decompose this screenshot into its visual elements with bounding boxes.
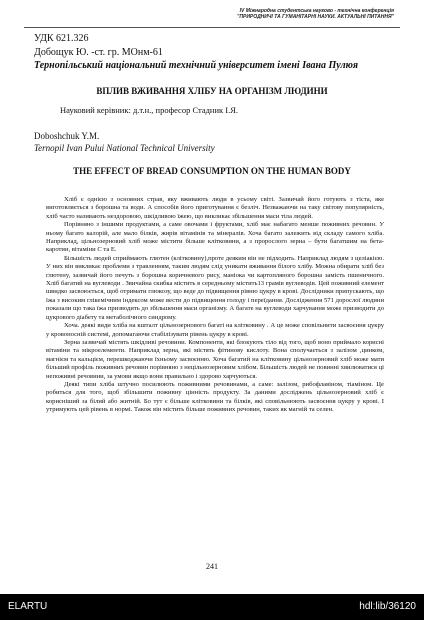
author-ua: Добощук Ю. -ст. гр. МОнм-61 [34,47,163,58]
paragraph: Хліб є однією з основних страв, яку вживають люди в усьому світі. Зазвичай його готують з тіста, яке виготовляється з борошна та води. А способів його приготування є безліч. Незважаючи на таку світову популярність, хліб часто називають нездоровою, шкідливою їжею, що викликає збільшення маси тіла людей. [46,196,384,220]
conference-header [134,8,394,20]
affiliation-en: Ternopil Ivan Pului National Technical University [34,143,215,153]
page-number: 241 [206,562,218,571]
paragraph: Порівняно з іншими продуктами, а саме овочами і фруктами, хліб має набагато менше поживних речовин. У ньому багато калорій, але мало білків, жирів вітамінів та мінералів. Хоча багато залежить від складу самого хліба. Наприклад, цільнозерновий хліб може містити більше клітковини, а з пророслого зерна – бути багатшим на бета-каротин, вітаміни С та Е. [46,221,384,254]
author-en: Doboshchuk Y.M. [34,131,100,141]
paragraph: Хоча. деякі види хліба на кшталт цільнозернового багаті на клітковину . А це може сповільнити засвоєння цукру у кровоносній системі, допомагаючи стабілізувати рівень цукру в крові. [46,322,384,338]
affiliation-ua: Тернопільський національний технічний університет імені Івана Пулюя [34,60,359,71]
conference-header-line1: IV Міжнародна студентська науково - технічна конференція [239,8,394,14]
handle-link[interactable]: hdl:lib/36120 [359,601,416,612]
paragraph: Деякі типи хліба штучно посилюють поживними речовинами, а саме: залізом, рибофлавіном, тіаміном. Це робиться для того, щоб збільшити поживну цінність продукту. За даними досліджень цільнозерновий хліб є корисніший за білий або житній. Бо тут є більше клітковини та білків, які сповільнюють засвоєння цукру у крові. І утримують цей рівень в нормі. Також він містить більше поживних речовин, таких як магній та селен. [46,380,384,414]
supervisor: Науковий керівник: д.т.н., професор Стадник І.Я. [60,105,239,115]
paragraph: Більшість людей сприймають глютен (клітковину),проте деяким він не підходить. Наприклад людям з целіакією. У них він викликає проблеми з травленням, таким людям слід уникати вживання білого хлібу. Можна обирати хліб без глютену, зазвичай його печуть з борошна коричневого рису, маніока чи картопляного борошна замість пшеничного. Хліб багатий на вуглеводи . Звичайна скибка містить в середньому містить13 грамів вуглеводів. Цей поживний елемент швидко засвоюється, щоб отримати глюкозу, що веде до підвищення рівню цукру в крові. Дослідники припускають, що їжа з високим глікемічним індексом може вести до підвищення голоду і переїдання. Дослідження 571 дорослої людини показали що така їжа призводить до збільшення маси організму. А багате на вуглеводи харчування може призводити до цукрового діабету та метаболічного синдрому. [46,254,384,321]
title-en: THE EFFECT OF BREAD CONSUMPTION ON THE HUMAN BODY [73,166,351,176]
repository-footer [0,594,424,620]
header-divider [24,27,400,28]
udk-code: УДК 621.326 [34,33,89,44]
repository-name[interactable]: ELARTU [8,601,48,612]
conference-header-line2: "ПРИРОДНИЧІ ТА ГУМАНІТАРНІ НАУКИ. АКТУАЛЬНІ ПИТАННЯ" [237,14,394,20]
title-ua: ВПЛИВ ВЖИВАННЯ ХЛІБУ НА ОРГАНІЗМ ЛЮДИНИ [96,86,328,96]
article-body [46,196,384,415]
paragraph: Зерна зазвичай містять шкідливі речовини. Компоненти, які блокують тіло від того, щоб воно приймало корисні вітаміни та мікроелементи. Наприклад зерна, які містять фітинову кислоту. Вона сполучається з залізом ,цинком, магнієм та кальцієм, перешкоджаючи їхньому засвоєнню. Хоча багатий на клітковину цільнозерновий хліб може мати більший профіль поживних речовин порівняно з нецільнозерновим хлібом. Більшість людей не повинні хвилюватися ці непоживні речовини, за умови якщо вони правильно і здорово харчуються. [46,338,384,380]
